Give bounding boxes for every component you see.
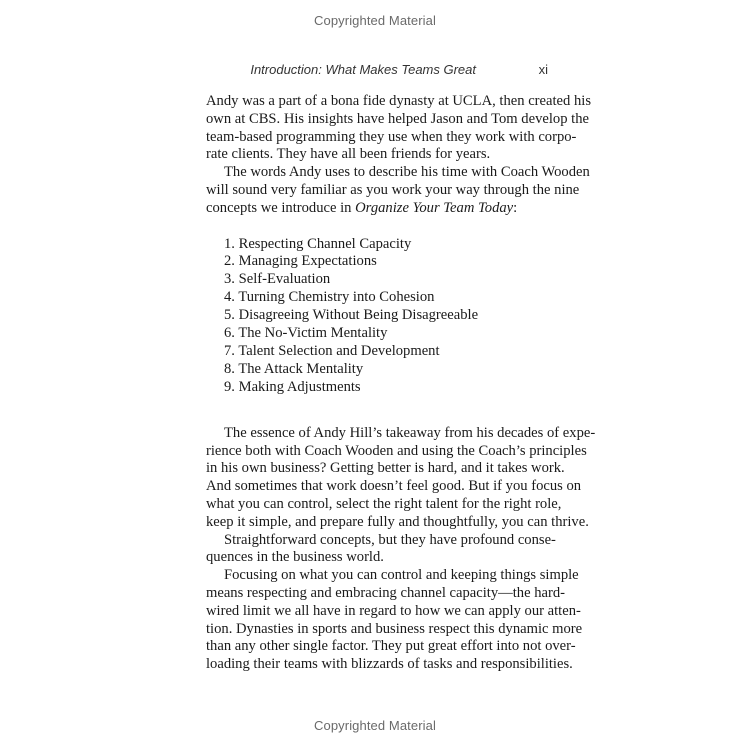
text-line: in his own business? Getting better is hard, and it takes work. (206, 460, 565, 477)
concepts-list (224, 236, 548, 397)
text-line: means respecting and embracing channel capacity—the hard- (206, 584, 566, 601)
list-item: 9. Making Adjustments (224, 378, 361, 395)
list-item: 3. Self-Evaluation (224, 271, 331, 288)
text-line: The essence of Andy Hill’s takeaway from his decades of expe- (224, 424, 596, 441)
text-line: Straightforward concepts, but they have profound conse- (224, 531, 556, 548)
list-item: 6. The No-Victim Mentality (224, 325, 388, 342)
text-line (206, 200, 548, 218)
list-item: 7. Talent Selection and Development (224, 343, 440, 360)
copyright-watermark-bottom: Copyrighted Material (314, 718, 436, 733)
text-line: keep it simple, and prepare fully and thoughtfully, you can thrive. (206, 513, 589, 530)
text-line: rience both with Coach Wooden and using the Coach’s principles (206, 442, 587, 459)
list-item: 1. Respecting Channel Capacity (224, 235, 412, 252)
text-line: own at CBS. His insights have helped Jason and Tom develop the (206, 110, 589, 127)
body-text (206, 93, 596, 674)
text-line: will sound very familiar as you work your way through the nine (206, 181, 580, 198)
text-line: than any other single factor. They put great effort into not over- (206, 638, 576, 655)
paragraph-2 (206, 164, 590, 217)
list-item: 5. Disagreeing Without Being Disagreeable (224, 307, 479, 324)
text-line: loading their teams with blizzards of tasks and responsibilities. (206, 656, 573, 673)
list-item: 8. The Attack Mentality (224, 360, 364, 377)
text-line: rate clients. They have all been friends for years. (206, 146, 491, 163)
chapter-title: Introduction: What Makes Teams Great (250, 62, 476, 77)
text-line: The words Andy uses to describe his time with Coach Wooden (224, 164, 590, 181)
text-fragment: concepts we introduce in (206, 199, 356, 216)
paragraph-4 (206, 531, 556, 568)
text-line: what you can control, select the right talent for the right role, (206, 495, 562, 512)
text-line: wired limit we all have in regard to how we can apply our atten- (206, 602, 581, 619)
text-fragment: : (513, 199, 518, 216)
copyright-watermark-top: Copyrighted Material (314, 13, 436, 28)
paragraph-5 (206, 567, 583, 674)
paragraph-3 (206, 424, 596, 532)
text-line: Focusing on what you can control and keeping things simple (224, 567, 579, 584)
list-item: 2. Managing Expectations (224, 253, 377, 270)
book-title: Organize Your Team Today (355, 199, 514, 216)
page-number: xi (538, 62, 548, 77)
text-line: team-based programming they use when they work with corpo- (206, 128, 577, 145)
text-line: tion. Dynasties in sports and business respect this dynamic more (206, 620, 583, 637)
section-gap (206, 397, 548, 425)
text-line: quences in the business world. (206, 549, 384, 566)
list-item: 4. Turning Chemistry into Cohesion (224, 289, 435, 306)
text-line: Andy was a part of a bona fide dynasty at UCLA, then created his (206, 93, 591, 109)
text-line: And sometimes that work doesn’t feel good. But if you focus on (206, 478, 582, 495)
paragraph-1 (206, 93, 591, 164)
